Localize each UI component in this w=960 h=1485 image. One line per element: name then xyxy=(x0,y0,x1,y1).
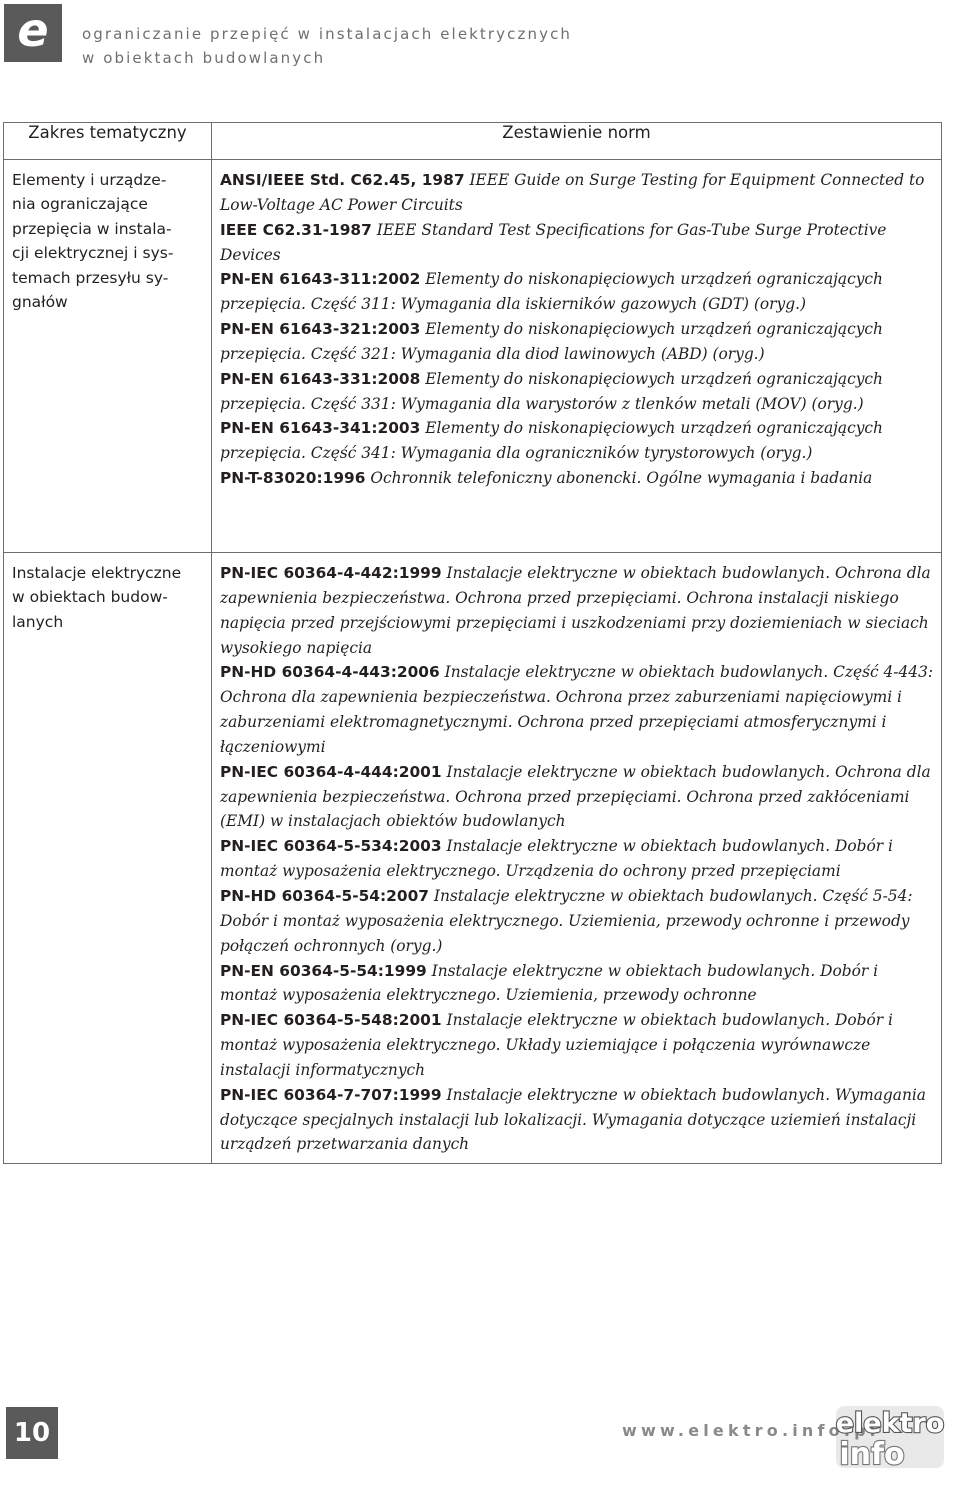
standards-cell xyxy=(212,553,942,1164)
standard-entry xyxy=(220,834,935,884)
standard-code: ANSI/IEEE Std. C62.45, 1987 xyxy=(220,171,465,189)
table-row xyxy=(4,553,942,1164)
standard-entry xyxy=(220,367,935,417)
standard-code: PN-IEC 60364-7-707:1999 xyxy=(220,1085,442,1104)
running-header xyxy=(82,22,572,70)
topic-line: gnałów xyxy=(12,293,68,312)
standard-code: PN-EN 61643-331:2008 xyxy=(220,369,421,388)
topic-cell xyxy=(4,553,212,1164)
standard-title: Elementy do niskonapięciowych urządzeń ograniczających przepięcia. Część 321: Wymagania dla diod lawinowych (ABD) (oryg.) xyxy=(220,320,883,363)
header-line-2: w obiektach budowlanych xyxy=(82,49,326,67)
standard-code: PN-EN 61643-311:2002 xyxy=(220,270,421,289)
standard-entry xyxy=(220,1008,935,1083)
standard-entry xyxy=(220,959,935,1009)
standard-title: Instalacje elektryczne w obiektach budowlanych. Dobór i montaż wyposażenia elektrycznego. Układy uziemiające i połączenia wyrównawcze instalacji informatycznych xyxy=(220,1011,893,1079)
header-line-1: ograniczanie przepięć w instalacjach elektrycznych xyxy=(82,25,573,43)
standard-code: PN-EN 60364-5-54:1999 xyxy=(220,961,427,980)
standard-code: PN-HD 60364-5-54:2007 xyxy=(220,886,429,905)
publisher-logo xyxy=(4,4,62,62)
standards-table xyxy=(3,122,942,1164)
standards-cell xyxy=(212,160,942,553)
standard-title: IEEE Guide on Surge Testing for Equipment Connected to Low-Voltage AC Power Circuits xyxy=(220,171,925,214)
column-header-topic: Zakres tematyczny xyxy=(4,123,212,160)
standard-entry xyxy=(220,218,935,268)
standard-entry xyxy=(220,317,935,367)
standard-code: PN-EN 61643-321:2003 xyxy=(220,320,421,339)
topic-line: w obiektach budow- xyxy=(12,588,168,607)
topic-line: cji elektrycznej i sys- xyxy=(12,244,174,263)
topic-line: przepięcia w instala- xyxy=(12,219,172,238)
standard-entry xyxy=(220,760,935,835)
standard-title: Instalacje elektryczne w obiektach budowlanych. Część 4-443: Ochrona dla zapewnienia bezpieczeństwa. Ochrona przez zaburzeniami napięciowymi i zaburzeniami elektromagnetycznymi. Ochrona przed przepięciami atmosferycznymi i łączeniowymi xyxy=(220,663,934,756)
table-header-row xyxy=(4,123,942,160)
standard-entry xyxy=(220,660,935,759)
standard-title: IEEE Standard Test Specifications for Gas-Tube Surge Protective Devices xyxy=(220,220,887,264)
standard-code: PN-HD 60364-4-443:2006 xyxy=(220,663,440,682)
standard-entry xyxy=(220,168,935,218)
standard-title: Instalacje elektryczne w obiektach budowlanych. Ochrona dla zapewnienia bezpieczeństwa. Ochrona przed przepięciami. Ochrona instalacji niskiego napięcia przed przejściowymi przepięciami i uszkodzeniami przy doziemieniach w sieciach wysokiego napięcia xyxy=(220,564,931,657)
brand-mark xyxy=(836,1406,945,1472)
standard-title: Instalacje elektryczne w obiektach budowlanych. Wymagania dotyczące specjalnych instalacji lub lokalizacji. Wymagania dotyczące uziemień instalacji urządzeń przetwarzania danych xyxy=(220,1085,926,1154)
standard-title: Elementy do niskonapięciowych urządzeń ograniczających przepięcia. Część 341: Wymagania dla ograniczników tyrystorowych (oryg.) xyxy=(220,419,883,463)
standard-code: PN-EN 61643-341:2003 xyxy=(220,419,421,438)
column-header-standards: Zestawienie norm xyxy=(212,123,942,160)
standard-title: Instalacje elektryczne w obiektach budowlanych. Dobór i montaż wyposażenia elektrycznego. Urządzenia do ochrony przed przepięciami xyxy=(220,837,893,881)
standard-code: PN-IEC 60364-4-442:1999 xyxy=(220,564,442,582)
standard-entry xyxy=(220,1083,935,1158)
logo-letter: e xyxy=(17,3,49,57)
elektro-info-logo xyxy=(834,1402,946,1472)
standard-code: PN-IEC 60364-5-548:2001 xyxy=(220,1011,442,1030)
standard-entry xyxy=(220,884,935,959)
standard-code: IEEE C62.31-1987 xyxy=(220,220,372,239)
standard-entry xyxy=(220,416,935,466)
standard-entry xyxy=(220,561,935,660)
standard-title: Instalacje elektryczne w obiektach budowlanych. Ochrona dla zapewnienia bezpieczeństwa. Ochrona przed przepięciami. Ochrona przed zakłóceniami (EMI) w instalacjach obiektów budowlanych xyxy=(220,762,931,831)
standard-code: PN-T-83020:1996 xyxy=(220,469,366,488)
website-url[interactable]: www.elektro.info.pl xyxy=(622,1421,880,1440)
standard-title: Elementy do niskonapięciowych urządzeń ograniczających przepięcia. Część 311: Wymagania dla iskierników gazowych (GDT) (oryg.) xyxy=(220,270,883,314)
standard-entry xyxy=(220,267,935,317)
standard-title: Ochronnik telefoniczny abonencki. Ogólne wymagania i badania xyxy=(370,469,873,488)
standard-code: PN-IEC 60364-5-534:2003 xyxy=(220,837,442,856)
standard-title: Elementy do niskonapięciowych urządzeń ograniczających przepięcia. Część 331: Wymagania dla warystorów z tlenków metali (MOV) (oryg.) xyxy=(220,369,883,413)
svg-text:elektro: elektro xyxy=(835,1408,945,1439)
topic-line: Instalacje elektryczne xyxy=(12,564,182,582)
topic-cell xyxy=(4,160,212,553)
standard-title: Instalacje elektryczne w obiektach budowlanych. Część 5-54: Dobór i montaż wyposażenia elektrycznego. Uziemienia, przewody ochronne i przewody połączeń ochronnych (oryg.) xyxy=(220,886,913,955)
standard-entry xyxy=(220,466,935,491)
svg-text:info: info xyxy=(839,1437,905,1472)
topic-line: lanych xyxy=(12,612,64,631)
topic-line: Elementy i urządze- xyxy=(12,171,167,189)
table-row xyxy=(4,160,942,553)
page-number: 10 xyxy=(6,1407,58,1459)
topic-line: nia ograniczające xyxy=(12,195,148,214)
standard-code: PN-IEC 60364-4-444:2001 xyxy=(220,762,442,781)
standard-title: Instalacje elektryczne w obiektach budowlanych. Dobór i montaż wyposażenia elektrycznego. Uziemienia, przewody ochronne xyxy=(220,961,879,1005)
topic-line: temach przesyłu sy- xyxy=(12,268,169,287)
